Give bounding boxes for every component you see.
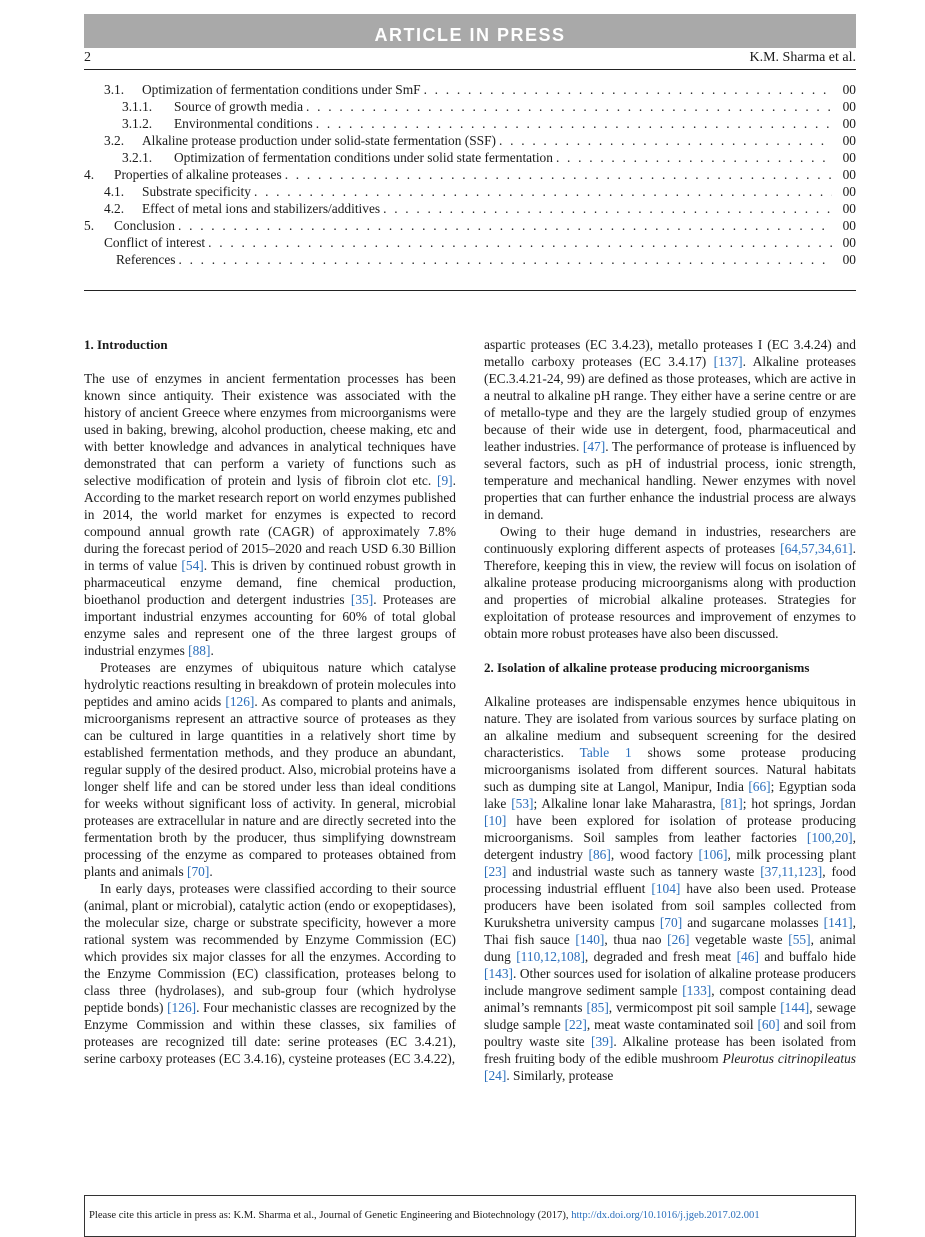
text-run: . According to the market research report on world enzymes published in 2014, the world market for enzymes is expected to record compound annual growth rate (CAGR) of approximately 7.8% during the forecast period of 2015–2020 and reach USD 6.30 Billion in terms of value bbox=[84, 473, 456, 573]
citation-link[interactable]: Table 1 bbox=[579, 745, 632, 760]
citation-link[interactable]: [10] bbox=[484, 813, 507, 828]
toc-number: 3.1.2. bbox=[122, 116, 153, 131]
citation-link[interactable]: [137] bbox=[713, 354, 743, 369]
toc-title: Conclusion bbox=[114, 218, 176, 233]
toc-page-number: 00 bbox=[842, 235, 856, 250]
toc-page-number: 00 bbox=[842, 252, 856, 267]
toc-entry[interactable] bbox=[84, 201, 856, 218]
page-number: 2 bbox=[84, 50, 91, 65]
toc-leader-dots bbox=[380, 201, 832, 218]
toc-title: Source of growth media bbox=[174, 99, 304, 114]
citation-link[interactable]: [22] bbox=[564, 1017, 587, 1032]
citation-link[interactable]: [88] bbox=[188, 643, 211, 658]
text-run: . Other sources used for isolation of alkaline protease producers include mangrove sediment sample bbox=[484, 966, 856, 998]
left-column bbox=[84, 336, 456, 1067]
toc-leader-dots bbox=[175, 252, 832, 269]
toc-title: Environmental conditions bbox=[174, 116, 313, 131]
text-run: and soil from poultry waste site bbox=[484, 1017, 856, 1049]
citation-link[interactable]: [24] bbox=[484, 1068, 507, 1083]
text-run: . Proteases are important industrial enzymes accounting for 60% of total global enzyme sales and represent one of the three largest groups of industrial enzymes bbox=[84, 592, 456, 658]
paragraph bbox=[84, 880, 456, 1067]
citation-link[interactable]: [39] bbox=[591, 1034, 614, 1049]
citation-footer bbox=[84, 1195, 856, 1237]
text-run: In early days, proteases were classified according to their source (animal, plant or microbial), catalytic action (endo or exopeptidases), the molecular size, charge or substrate specificity, however a more rational system was recommended by Enzyme Commission (EC) which provides six major classes for all the enzymes. According to the Enzyme Commission (EC) classification, proteases belong to class three (hydrolases), and sub-group four (which hydrolyse peptide bonds) bbox=[84, 881, 456, 1015]
toc-number: 3.1. bbox=[104, 82, 125, 97]
citation-link[interactable]: [126] bbox=[225, 694, 255, 709]
toc-entry[interactable] bbox=[84, 184, 856, 201]
citation-link[interactable]: [60] bbox=[757, 1017, 780, 1032]
citation-link[interactable]: [70] bbox=[187, 864, 210, 879]
article-in-press-banner: ARTICLE IN PRESS bbox=[84, 14, 856, 48]
citation-link[interactable]: [53] bbox=[511, 796, 534, 811]
toc-leader-dots bbox=[553, 150, 832, 167]
text-run: . The performance of protease is influenced by several factors, such as pH of industrial process, ionic strength, temperature and mechanical handling. Newer enzymes with novel properties that can further enhance the industrial process are always in demand. bbox=[484, 439, 856, 522]
doi-link[interactable]: http://dx.doi.org/10.1016/j.jgeb.2017.02.001 bbox=[571, 1210, 760, 1221]
citation-link[interactable]: [106] bbox=[698, 847, 728, 862]
toc-number: 3.2.1. bbox=[122, 150, 153, 165]
text-run: . bbox=[209, 864, 213, 879]
text-run: . Alkaline protease has been isolated from fresh fruiting body of the edible mushroom bbox=[484, 1034, 856, 1066]
text-run: , sewage sludge sample bbox=[484, 1000, 856, 1032]
citation-link[interactable]: [110,12,108] bbox=[516, 949, 585, 964]
citation-link[interactable]: [144] bbox=[780, 1000, 810, 1015]
citation-link[interactable]: [35] bbox=[350, 592, 374, 607]
toc-number: 4.2. bbox=[104, 201, 125, 216]
toc-entry[interactable] bbox=[84, 99, 856, 116]
toc-title: Alkaline protease production under solid-state fermentation (SSF) bbox=[142, 133, 497, 148]
text-run: and sugarcane molasses bbox=[682, 915, 824, 930]
text-run: . Alkaline proteases (EC.3.4.21-24, 99) are defined as those proteases, which are active in a neutral to alkaline pH range. They either have a serine centre or are of metallo-type and they are the largely studied group of enzymes because of their wide use in detergent, food, pharmaceutical and leather industries. bbox=[484, 354, 856, 454]
paragraph bbox=[484, 336, 856, 523]
citation-link[interactable]: [37,11,123] bbox=[760, 864, 823, 879]
running-authors: K.M. Sharma et al. bbox=[749, 50, 856, 65]
citation-link[interactable]: [86] bbox=[588, 847, 611, 862]
citation-link[interactable]: [141] bbox=[823, 915, 853, 930]
text-run: . Therefore, keeping this in view, the review will focus on isolation of alkaline protease producing microorganisms along with production and properties of microbial alkaline proteases. Strategies for exploitation of protease resources and improvement of enzymes to obtain more robust proteases have also been discussed. bbox=[484, 541, 856, 641]
citation-text: Please cite this article in press as: K.M. Sharma et al., Journal of Genetic Engineering and Biotechnology (2017), bbox=[89, 1210, 572, 1221]
section-heading-introduction: 1. Introduction bbox=[84, 337, 168, 352]
toc-number: 3.1.1. bbox=[122, 99, 153, 114]
text-run: have been explored for isolation of protease producing microorganisms. Soil samples from leather factories bbox=[484, 813, 856, 845]
toc-page-number: 00 bbox=[842, 201, 856, 216]
text-run: , animal dung bbox=[484, 932, 857, 964]
text-run: , detergent industry bbox=[484, 830, 856, 862]
text-run: shows some protease producing microorganisms isolated from different sources. Natural habitats such as dumping site at Langol, Manipur, India bbox=[484, 745, 857, 794]
citation-link[interactable]: [47] bbox=[582, 439, 606, 454]
toc-rule bbox=[84, 290, 856, 291]
paragraph bbox=[84, 370, 456, 659]
text-run: ; hot springs, Jordan bbox=[742, 796, 857, 811]
toc-entry[interactable] bbox=[84, 82, 856, 99]
text-run: and buffalo hide bbox=[758, 949, 856, 964]
toc-page-number: 00 bbox=[842, 99, 856, 114]
text-run: , wood factory bbox=[610, 847, 699, 862]
toc-page-number: 00 bbox=[842, 133, 856, 148]
text-run: . bbox=[210, 643, 214, 658]
text-run: , vermicompost pit soil sample bbox=[608, 1000, 781, 1015]
text-run: and industrial waste such as tannery waste bbox=[506, 864, 761, 879]
citation-link[interactable]: [55] bbox=[788, 932, 811, 947]
text-run: , meat waste contaminated soil bbox=[586, 1017, 758, 1032]
toc-leader-dots bbox=[496, 133, 832, 150]
text-run: ; Egyptian soda lake bbox=[484, 779, 856, 811]
citation-link[interactable]: [143] bbox=[484, 966, 514, 981]
text-run: , food processing industrial effluent bbox=[484, 864, 856, 896]
text-run: , milk processing plant bbox=[727, 847, 856, 862]
toc-page-number: 00 bbox=[842, 150, 856, 165]
toc-leader-dots bbox=[313, 116, 832, 133]
citation-link[interactable]: [9] bbox=[437, 473, 453, 488]
citation-link[interactable]: [140] bbox=[575, 932, 605, 947]
toc-title: References bbox=[116, 252, 176, 267]
toc-entry[interactable] bbox=[84, 167, 856, 184]
paragraph bbox=[84, 659, 456, 880]
header-rule bbox=[84, 69, 856, 70]
paragraph bbox=[484, 693, 856, 1084]
toc-entry[interactable] bbox=[84, 235, 856, 252]
citation-link[interactable]: [133] bbox=[682, 983, 712, 998]
citation-link[interactable]: [54] bbox=[181, 558, 204, 573]
text-run: Owing to their huge demand in industries, researchers are continuously exploring different aspects of proteases bbox=[484, 524, 856, 556]
citation-link[interactable]: [66] bbox=[748, 779, 771, 794]
toc-leader-dots bbox=[303, 99, 832, 116]
toc-entry[interactable] bbox=[84, 116, 856, 133]
text-run: vegetable waste bbox=[689, 932, 789, 947]
text-run: , compost containing dead animal’s remnants bbox=[484, 983, 856, 1015]
text-run: . Four mechanistic classes are recognized by the Enzyme Commission and within these classes, six families of proteases are recognized till date: serine proteases (EC 3.4.21), serine carboxy proteases (EC 3.4.16), cysteine proteases (EC 3.4.22), bbox=[84, 1000, 457, 1066]
toc-page-number: 00 bbox=[842, 218, 856, 233]
text-run: have also been used. Protease producers have been isolated from soil samples collected from Kurukshetra university campus bbox=[484, 881, 856, 930]
toc-leader-dots bbox=[251, 184, 832, 201]
toc-leader-dots bbox=[282, 167, 832, 184]
toc-entry[interactable] bbox=[84, 133, 856, 150]
citation-link[interactable]: [104] bbox=[651, 881, 681, 896]
citation-link[interactable]: [70] bbox=[659, 915, 683, 930]
text-run: aspartic proteases (EC 3.4.23), metallo proteases I (EC 3.4.24) and metallo carboxy proteases (EC 3.4.17) bbox=[484, 337, 856, 369]
text-run: Alkaline proteases are indispensable enzymes hence ubiquitous in nature. They are isolated from various sources by surface plating on an alkaline medium and subsequent screening for the desired characteristics. bbox=[484, 694, 856, 760]
italic-term: Pleurotus citrinopileatus bbox=[722, 1051, 857, 1066]
text-run: . As compared to plants and animals, microorganisms represent an attractive source of proteases as they can be cultured in large quantities in a relatively short time by established fermentation methods, and they produce an abundant, regular supply of the desired product. Also, microbial proteins have a longer shelf life and can be stored under less than ideal conditions for weeks without significant loss of activity. In general, microbial proteases are extracellular in nature and are directly secreted into the fermentation broth by the producer, thus simplifying downstream processing of the enzyme as compared to proteases obtained from plants and animals bbox=[84, 694, 456, 879]
text-run: ; Alkaline lonar lake Maharastra, bbox=[533, 796, 721, 811]
toc-leader-dots bbox=[175, 218, 832, 235]
citation-link[interactable]: [23] bbox=[484, 864, 507, 879]
toc-number: 4. bbox=[84, 167, 95, 182]
toc-leader-dots bbox=[205, 235, 832, 252]
citation-link[interactable]: [81] bbox=[720, 796, 743, 811]
toc-title: Optimization of fermentation conditions under SmF bbox=[142, 82, 421, 97]
text-run: , thua nao bbox=[604, 932, 668, 947]
toc-number: 4.1. bbox=[104, 184, 125, 199]
toc-entry[interactable] bbox=[84, 252, 856, 269]
toc-title: Conflict of interest bbox=[104, 235, 206, 250]
toc-leader-dots bbox=[421, 82, 832, 99]
toc-page-number: 00 bbox=[842, 167, 856, 182]
text-run: The use of enzymes in ancient fermentation processes has been known since antiquity. Their existence was associated with the history of ancient Greece where enzymes from microorganisms were used in baking, brewing, alcohol production, cheese making, etc and with better knowledge and advances in analytical techniques have demonstrated that can perform a variety of functions such as selective modification of protein and lysis of fibroin clot etc. bbox=[84, 371, 456, 488]
toc-entry[interactable] bbox=[84, 150, 856, 167]
citation-link[interactable]: [46] bbox=[736, 949, 759, 964]
text-run: Proteases are enzymes of ubiquitous nature which catalyse hydrolytic reactions resulting in breakdown of protein molecules into peptides and amino acids bbox=[84, 660, 456, 709]
citation-link[interactable]: [64,57,34,61] bbox=[780, 541, 853, 556]
citation-link[interactable]: [85] bbox=[586, 1000, 609, 1015]
paragraph bbox=[484, 523, 856, 642]
running-header bbox=[84, 50, 856, 70]
section-heading-isolation: 2. Isolation of alkaline protease producing microorganisms bbox=[484, 660, 810, 675]
toc-title: Effect of metal ions and stabilizers/additives bbox=[142, 201, 381, 216]
toc-number: 5. bbox=[84, 218, 95, 233]
toc-title: Optimization of fermentation conditions under solid state fermentation bbox=[174, 150, 553, 165]
citation-link[interactable]: [100,20] bbox=[806, 830, 853, 845]
toc-title: Properties of alkaline proteases bbox=[114, 167, 282, 182]
text-run: . This is driven by continued robust growth in pharmaceutical enzyme demand, fine chemical production, bioethanol production and detergent industries bbox=[84, 558, 456, 607]
toc-entry[interactable] bbox=[84, 218, 856, 235]
text-run: , Thai fish sauce bbox=[484, 915, 856, 947]
citation-link[interactable]: [126] bbox=[167, 1000, 197, 1015]
citation-link[interactable]: [26] bbox=[667, 932, 690, 947]
text-run: . Similarly, protease bbox=[506, 1068, 614, 1083]
text-run: , degraded and fresh meat bbox=[584, 949, 737, 964]
toc-page-number: 00 bbox=[842, 184, 856, 199]
toc-title: Substrate specificity bbox=[142, 184, 251, 199]
toc-page-number: 00 bbox=[842, 116, 856, 131]
toc-number: 3.2. bbox=[104, 133, 125, 148]
right-column bbox=[484, 336, 856, 1084]
toc-page-number: 00 bbox=[842, 82, 856, 97]
